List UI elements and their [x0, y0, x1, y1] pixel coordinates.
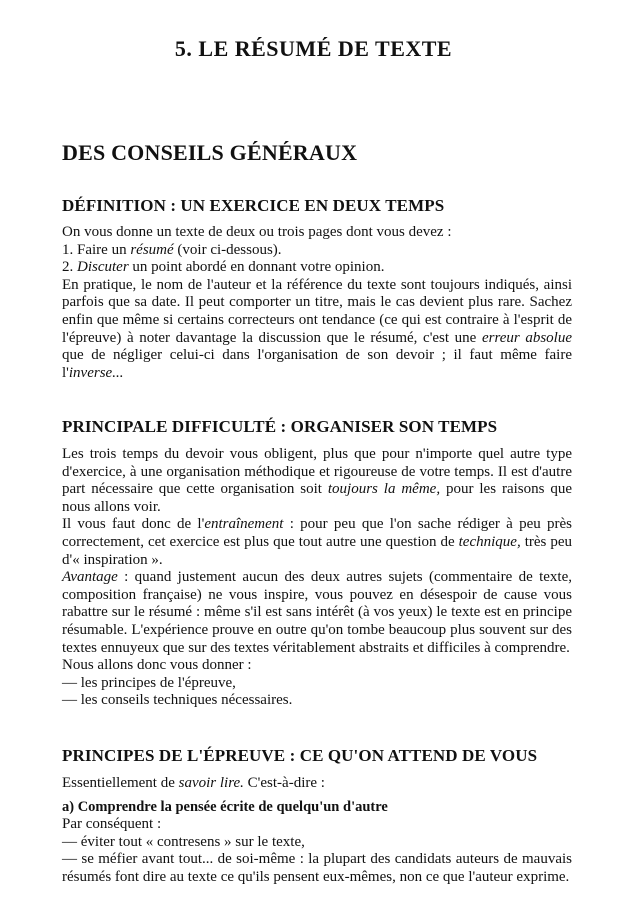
- paragraph-emphasis: inverse...: [68, 364, 124, 381]
- difficulty-paragraph-2: [62, 516, 572, 569]
- difficulty-heading: PRINCIPALE DIFFICULTÉ : ORGANISER SON TEMPS: [62, 417, 498, 436]
- text-part: Essentiellement de: [62, 775, 179, 791]
- text-part: Il vous faut donc de l': [62, 516, 205, 533]
- principles-subheading-a: a) Comprendre la pensée écrite de quelqu'un d'autre: [62, 798, 388, 815]
- item2-emphasis: Discuter: [77, 259, 129, 276]
- item1-suffix: (voir ci-dessous).: [173, 241, 282, 258]
- text-emphasis: entraînement: [204, 516, 284, 533]
- principles-heading: PRINCIPES DE L'ÉPREUVE : CE QU'ON ATTEND DE VOUS: [62, 746, 538, 765]
- definition-heading: DÉFINITION : UN EXERCICE EN DEUX TEMPS: [62, 196, 445, 215]
- paragraph-part: En pratique, le nom de l'auteur et la référence du texte sont toujours indiqués, ainsi parfois que sa date. Il peut comporter un titre, mais le cas devient plus rare. Sachez enfin que même si certains correcteurs ont tendance (ce qui est contraire à l'esprit de l'épreuve) à noter davantage la discussion que le résumé, c'est une: [62, 276, 572, 346]
- definition-item-2: [62, 259, 572, 277]
- item2-prefix: 2.: [62, 259, 77, 276]
- text-emphasis: savoir lire.: [178, 775, 244, 791]
- text-emphasis: toujours la même,: [327, 481, 441, 498]
- difficulty-paragraph-4: Nous allons donc vous donner :: [62, 657, 252, 674]
- text-part: C'est-à-dire :: [243, 775, 325, 791]
- difficulty-block: [62, 446, 572, 710]
- text-emphasis: technique,: [458, 533, 521, 550]
- chapter-title: 5. LE RÉSUMÉ DE TEXTE: [174, 36, 453, 61]
- text-part: : quand justement aucun des deux autres sujets (commentaire de texte, composition française) ne vous inspire, vous pouvez en désespoir de cause vous rabattre sur le résumé : même s'il est sans intérêt (à vos yeux) le texte est en principe résumable. L'expérience prouve en outre qu'on tombe beaucoup plus souvent sur des textes ennuyeux que sur des textes véritablement abstraits et difficiles à comprendre.: [62, 569, 572, 656]
- text-emphasis: Avantage: [62, 569, 118, 586]
- definition-intro: On vous donne un texte de deux ou trois pages dont vous devez :: [62, 224, 452, 240]
- text-part: très peu d'« inspiration ».: [62, 533, 572, 568]
- paragraph-emphasis: erreur absolue: [481, 329, 573, 346]
- item1-prefix: 1. Faire un: [62, 241, 131, 258]
- text-part: : pour peu que l'on sache rédiger à peu près correctement, cet exercice est plus que tout autre une question de: [62, 516, 573, 550]
- definition-block: [62, 224, 572, 382]
- principles-consequence: Par conséquent :: [62, 816, 162, 833]
- item2-suffix: un point abordé en donnant votre opinion.: [128, 259, 385, 276]
- section-title: DES CONSEILS GÉNÉRAUX: [62, 140, 358, 165]
- difficulty-paragraph-3: [62, 569, 572, 657]
- principles-bullet-1: — éviter tout « contresens » sur le texte,: [62, 833, 305, 850]
- difficulty-bullet-1: — les principes de l'épreuve,: [62, 674, 236, 691]
- definition-item-1: [62, 242, 572, 260]
- difficulty-paragraph-1: [62, 446, 572, 516]
- principles-intro: [62, 775, 572, 793]
- definition-paragraph: [62, 277, 572, 383]
- text-part: pour les raisons que nous allons voir.: [62, 481, 573, 515]
- item1-emphasis: résumé: [130, 241, 174, 258]
- difficulty-bullet-2: — les conseils techniques nécessaires.: [62, 692, 293, 709]
- paragraph-part: que de négliger celui-ci dans l'organisation de son devoir ; il faut même faire l': [62, 347, 572, 381]
- text-part: Les trois temps du devoir vous obligent, plus que pour n'importe quel autre type d'exercice, à une organisation méthodique et rigoureuse de votre temps. Il est d'autre part nécessaire que cette organisation soit: [62, 446, 572, 498]
- principles-bullet-2: — se méfier avant tout... de soi-même : la plupart des candidats auteurs de mauvais résumés font dire au texte ce qu'ils pensent eux-mêmes, non ce que l'auteur exprime.: [62, 851, 572, 885]
- principles-block: [62, 775, 572, 887]
